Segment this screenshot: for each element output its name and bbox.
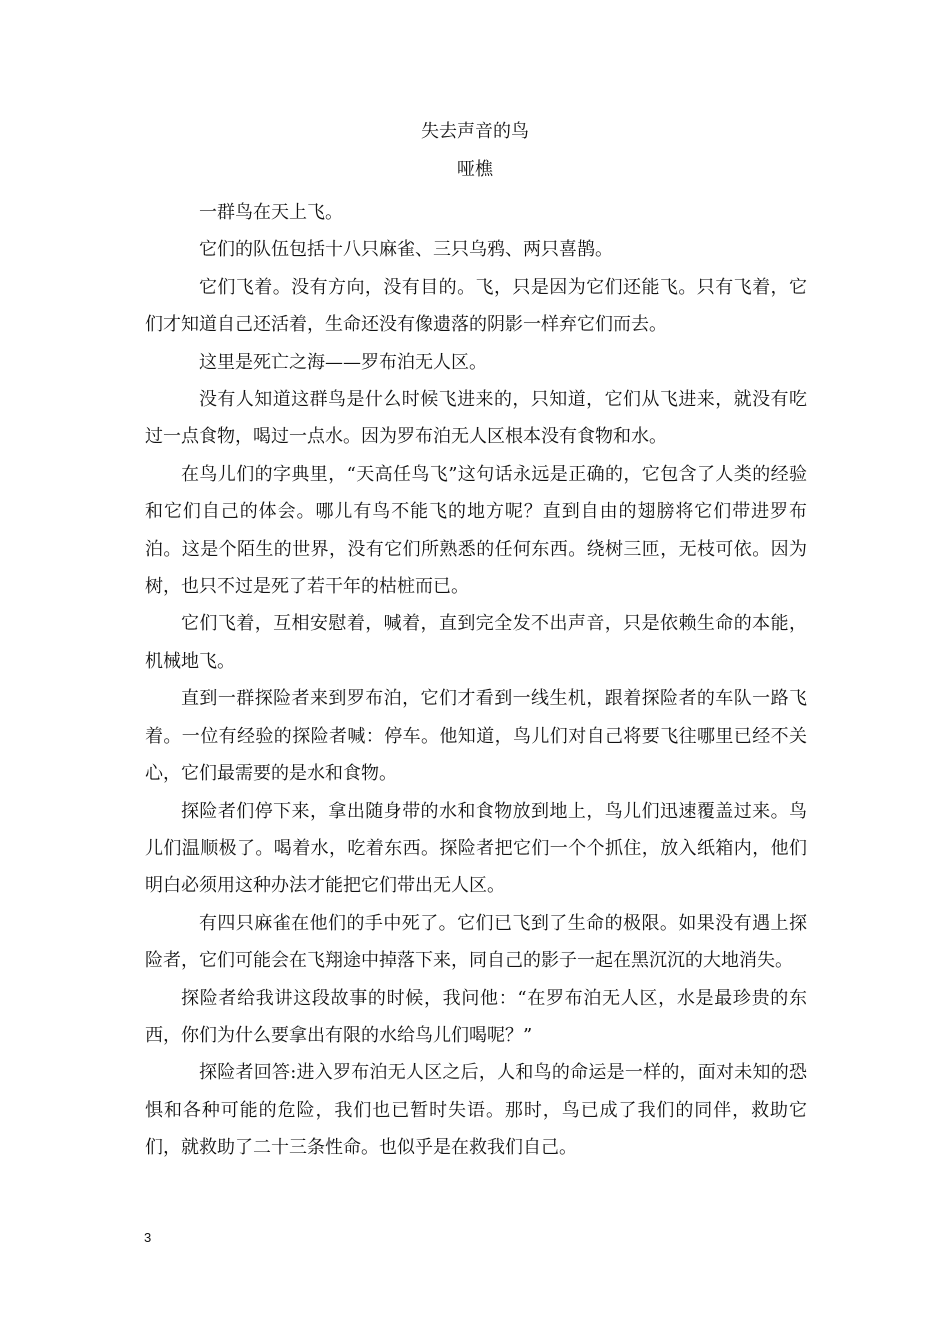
document-title: 失去声音的鸟 [421,121,529,142]
document-author: 哑樵 [457,159,493,180]
paragraph: 它们飞着。没有方向，没有目的。飞，只是因为它们还能飞。只有飞着，它们才知道自己还活着，生命还没有像遗落的阴影一样弃它们而去。 [145,276,807,336]
paragraph: 在鸟儿们的字典里，“天高任鸟飞”这句话永远是正确的，它包含了人类的经验和它们自己的体会。哪儿有鸟不能飞的地方呢？直到自由的翅膀将它们带进罗布泊。这是个陌生的世界，没有它们所熟悉的任何东西。绕树三匝，无枝可依。因为树，也只不过是死了若干年的枯桩而已。 [145,463,807,598]
paragraph: 直到一群探险者来到罗布泊，它们才看到一线生机，跟着探险者的车队一路飞着。一位有经验的探险者喊：停车。他知道，鸟儿们对自己将要飞往哪里已经不关心，它们最需要的是水和食物。 [145,688,807,785]
paragraph: 一群鸟在天上飞。 [199,202,343,223]
paragraph: 它们的队伍包括十八只麻雀、三只乌鸦、两只喜鹊。 [199,239,613,261]
paragraph: 探险者回答:进入罗布泊无人区之后，人和鸟的命运是一样的，面对未知的恐惧和各种可能的危险，我们也已暂时失语。那时，鸟已成了我们的同伴，救助它们，就救助了二十三条性命。也似乎是在救我们自己。 [145,1062,807,1159]
paragraph: 探险者们停下来，拿出随身带的水和食物放到地上，鸟儿们迅速覆盖过来。鸟儿们温顺极了。喝着水，吃着东西。探险者把它们一个个抓住，放入纸箱内，他们明白必须用这种办法才能把它们带出无人区。 [145,800,807,897]
document-body [145,194,807,1167]
paragraph: 有四只麻雀在他们的手中死了。它们已飞到了生命的极限。如果没有遇上探险者，它们可能会在飞翔途中掉落下来，同自己的影子一起在黑沉沉的大地消失。 [145,912,807,972]
paragraph: 探险者给我讲这段故事的时候，我问他：“在罗布泊无人区，水是最珍贵的东西，你们为什么要拿出有限的水给鸟儿们喝呢？” [145,987,807,1046]
paragraph: 没有人知道这群鸟是什么时候飞进来的，只知道，它们从飞进来，就没有吃过一点食物，喝过一点水。因为罗布泊无人区根本没有食物和水。 [145,389,807,448]
paragraph: 它们飞着，互相安慰着，喊着，直到完全发不出声音，只是依赖生命的本能，机械地飞。 [145,613,807,672]
page-number: 3 [144,1230,152,1245]
paragraph: 这里是死亡之海——罗布泊无人区。 [199,351,487,373]
